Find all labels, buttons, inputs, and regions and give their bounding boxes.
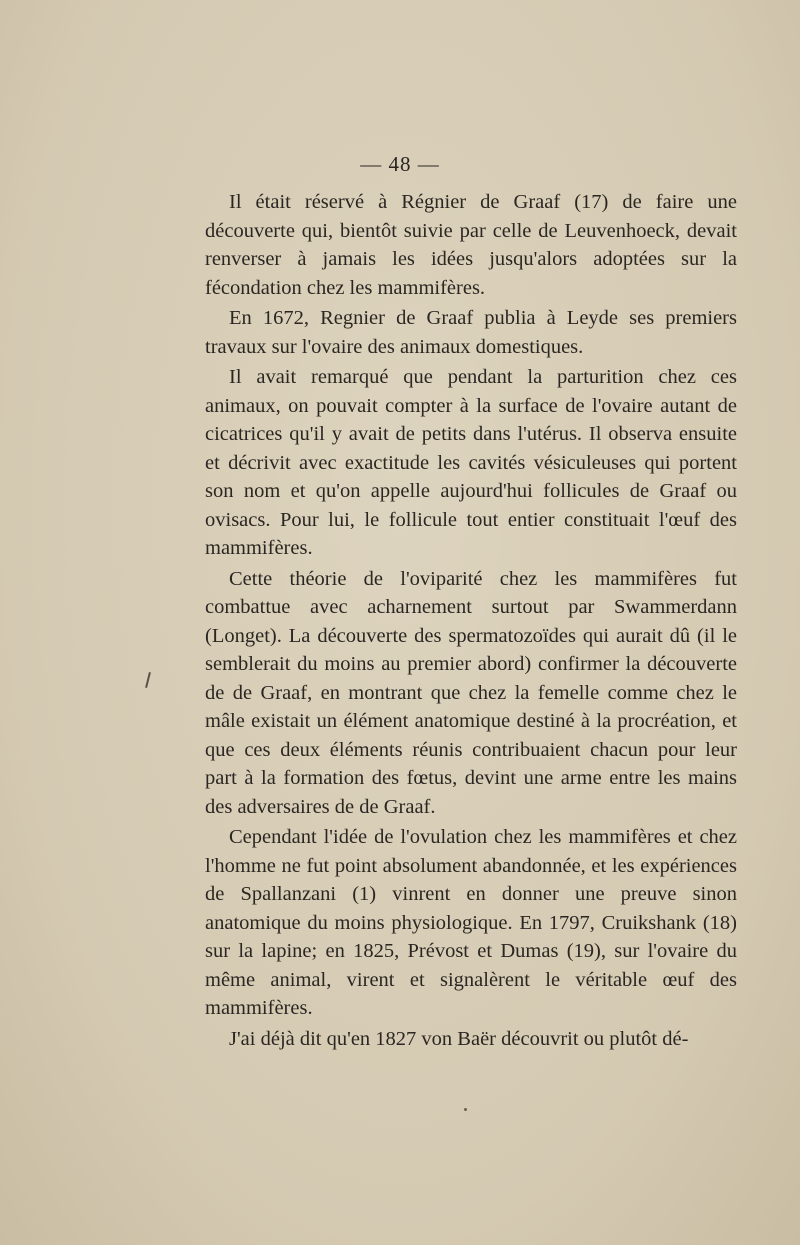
page-number: — 48 — xyxy=(360,152,440,176)
paragraph-oviparity-theory: Cette théorie de l'oviparité chez les mammifères fut combattue avec acharnement surtout par Swammerdann (Longet). La découverte des spermatozoïdes qui aurait dû (il le semblerait du moins au premier abord) confirmer la découverte de de Graaf, en montrant que chez la femelle comme chez le mâle existait un élément anatomique destiné à la procréation, et que ces deux éléments réunis contribuaient chacun pour leur part à la formation des fœtus, devint une arme entre les mains des adversaires de de Graaf. xyxy=(205,567,737,818)
paragraph-von-baer: J'ai déjà dit qu'en 1827 von Baër découvrit ou plutôt dé- xyxy=(229,1027,689,1050)
paragraph-graaf-discovery: Il était réservé à Régnier de Graaf (17) de faire une découverte qui, bientôt suivie par celle de Leuvenhoeck, devait renverser à jamais les idées jusqu'alors adoptées sur la fécondation chez les mammifères. xyxy=(205,191,737,299)
ink-dot-mark xyxy=(464,1108,467,1111)
paragraph-observations: Il avait remarqué que pendant la parturition chez ces animaux, on pouvait compter à la surface de l'ovaire autant de cicatrices qu'il y avait de petits dans l'utérus. Il observa ensuite et décrivit avec exactitude les cavités vésiculeuses qui portent son nom et qu'on appelle aujourd'hui follicules de Graaf ou ovisacs. Pour lui, le follicule tout entier constituait l'œuf des mammifères. xyxy=(205,366,737,559)
paragraph-ovulation-idea: Cependant l'idée de l'ovulation chez les mammifères et chez l'homme ne fut point absolument abandonnée, et les expériences de Spallanzani (1) vinrent en donner une preuve sinon anatomique du moins physiologique. En 1797, Cruikshank (18) sur la lapine; en 1825, Prévost et Dumas (19), sur l'ovaire du même animal, virent et signalèrent le véritable œuf des mammifères. xyxy=(205,826,737,1019)
body-text xyxy=(205,188,737,1053)
margin-ink-mark xyxy=(145,672,151,688)
paragraph-1672-publication: En 1672, Regnier de Graaf publia à Leyde ses premiers travaux sur l'ovaire des animaux domestiques. xyxy=(205,307,737,358)
